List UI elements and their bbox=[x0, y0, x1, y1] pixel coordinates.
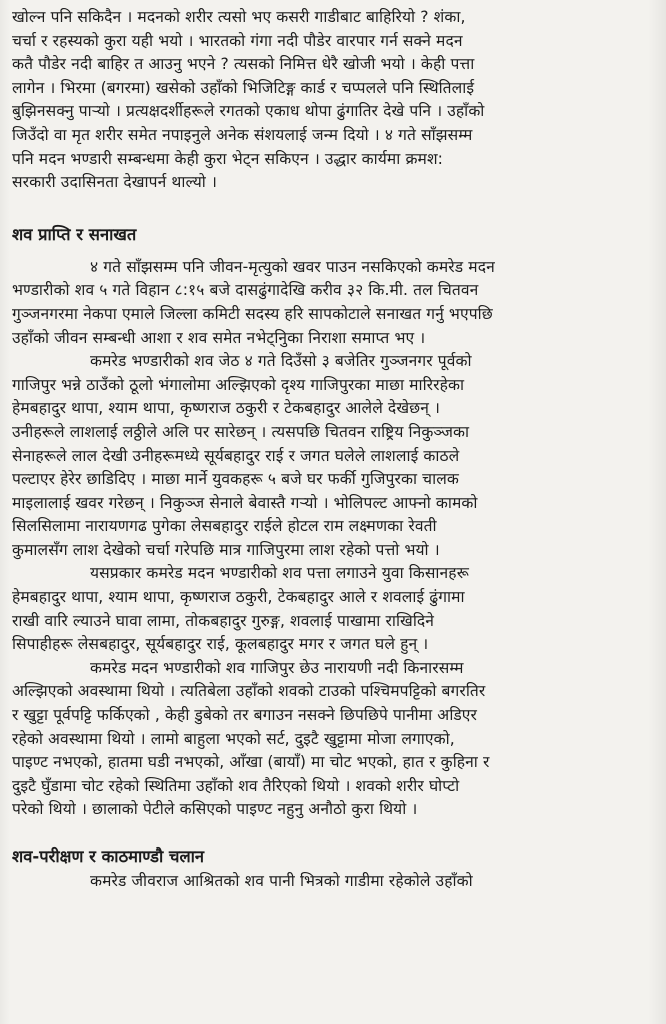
text-line: ४ गते साँझसम्म पनि जीवन-मृत्युको खवर पाउन नसकिएको कमरेड मदन bbox=[90, 257, 495, 276]
text-line: कमरेड मदन भण्डारीको शव गाजिपुर छेउ नारायणी नदी किनारसम्म bbox=[90, 658, 464, 677]
text-line: कतै पौडेर नदी बाहिर त आउनु भएने ? त्यसको निमित्त धेरै खोजी भयो । केही पत्ता bbox=[12, 55, 475, 74]
text-line: पाइण्ट नभएको, हातमा घडी नभएको, आँखा (बायाँ) मा चोट भएको, हात र कुहिना र bbox=[12, 753, 490, 772]
text-line: कमरेड भण्डारीको शव जेठ ४ गते दिउँसो ३ बजेतिर गुञ्जनगर पूर्वको bbox=[90, 352, 472, 371]
text-line: यसप्रकार कमरेड मदन भण्डारीको शव पत्ता लगाउने युवा किसानहरू bbox=[90, 564, 469, 583]
paragraph-continuation bbox=[12, 6, 640, 195]
text-line: उहाँको जीवन सम्बन्धी आशा र शव समेत नभेट्निुका निराशा समाप्त भए । bbox=[12, 328, 426, 347]
text-line: राखी वारि ल्याउने घावा लामा, तोकबहादुर गुरुङ्ग, शवलाई पाखामा राखिदिने bbox=[12, 611, 435, 630]
section-heading-postmortem: शव-परीक्षण र काठमाण्डौ चलान bbox=[12, 847, 205, 866]
paragraph-1 bbox=[12, 256, 640, 350]
text-line: उनीहरूले लाशलाई लठ्ठीले अलि पर सारेछन् । त्यसपछि चितवन राष्ट्रिय निकुञ्जका bbox=[12, 422, 470, 441]
text-line: गुञ्जनगरमा नेकपा एमाले जिल्ला कमिटी सदस्य हरि सापकोटाले सनाखत गर्नु भएपछि bbox=[12, 304, 493, 323]
section-heading-body-recovery: शव प्राप्ति र सनाखत bbox=[12, 224, 137, 244]
text-line: र खुट्टा पूर्वपट्टि फर्किएको , केही डुबेको तर बगाउन नसक्ने छिपछिपे पानीमा अडिएर bbox=[12, 706, 478, 725]
text-line: सिलसिलामा नारायणगढ पुगेका लेसबहादुर राईले होटल राम लक्ष्मणका रेवती bbox=[12, 517, 437, 536]
paragraph-2 bbox=[12, 350, 640, 562]
text-line: अल्झिएको अवस्थामा थियो । त्यतिबेला उहाँको शवको टाउको पश्चिमपट्टिको बगरतिर bbox=[12, 682, 486, 701]
text-line: चर्चा र रहस्यको कुरा यही भयो । भारतको गंगा नदी पौडेर वारपार गर्न सक्ने मदन bbox=[12, 31, 463, 50]
text-line: पल्टाएर हेरेर छाडिदिए । माछा मार्ने युवकहरू ५ बजे घर फर्की गुजिपुरका चालक bbox=[12, 470, 459, 489]
text-line: कमरेड जीवराज आश्रितको शव पानी भित्रको गाडीमा रहेकोले उहाँको bbox=[90, 872, 473, 890]
text-line: लागेन । भिरमा (बगरमा) खसेको उहाँको भिजिटिङ्ग कार्ड र चप्पलले पनि स्थितिलाई bbox=[12, 78, 475, 97]
text-line: भण्डारीको शव ५ गते विहान ८:१५ बजे दासढुंगादेखि करीव ३२ कि.मी. तल चितवन bbox=[12, 281, 479, 300]
text-line: सरकारी उदासिनता देखापर्न थाल्यो । bbox=[12, 173, 218, 192]
text-line: कुमालसँग लाश देखेको चर्चा गरेपछि मात्र गाजिपुरमा लाश रहेको पत्तो भयो । bbox=[12, 540, 440, 559]
text-line: पनि मदन भण्डारी सम्बन्धमा केही कुरा भेट्न सकिएन । उद्धार कार्यमा क्रमश: bbox=[12, 149, 444, 168]
text-line: हेमबहादुर थापा, श्याम थापा, कृष्णराज ठकुरी, टेकबहादुर आले र शवलाई ढुंगामा bbox=[12, 588, 465, 607]
text-line: सेनाहरूले लाल देखी उनीहरूमध्ये सूर्यबहादुर राई र जगत घलेले लाशलाई काठले bbox=[12, 446, 460, 465]
paragraph-4 bbox=[12, 657, 640, 822]
text-line: हेमबहादुर थापा, श्याम थापा, कृष्णराज ठकुरी र टेकबहादुर आलेले देखेछन् । bbox=[12, 399, 441, 418]
text-line: बुझिनसक्नु पार्‍यो । प्रत्यक्षदर्शीहरूले रगतको एकाध थोपा ढुंगातिर देखे पनि । उहाँको bbox=[12, 102, 485, 121]
text-line: रहेको अवस्थामा थियो । लामो बाहुला भएको सर्ट, दुइटै खुट्टामा मोजा लगाएको, bbox=[12, 729, 455, 748]
text-line: गाजिपुर भन्ने ठाउँको ठूलो भंगालोमा अल्झिएको दृश्य गाजिपुरका माछा मारिरहेका bbox=[12, 375, 465, 394]
text-line: माइलालाई खवर गरेछन् । निकुञ्ज सेनाले बेवास्तै गर्‍यो । भोलिपल्ट आफ्नो कामको bbox=[12, 493, 478, 512]
text-line: खोल्न पनि सकिदैन । मदनको शरीर त्यसो भए कसरी गाडीबाट बाहिरियो ? शंका, bbox=[12, 8, 466, 26]
text-line: दुइटै घुँडामा चोट रहेको स्थितिमा उहाँको शव तैरिएको थियो । शवको शरीर घोप्टो bbox=[12, 776, 460, 795]
text-line: जिउँदो वा मृत शरीर समेत नपाइनुले अनेक संशयलाई जन्म दियो । ४ गते साँझसम्म bbox=[12, 125, 473, 144]
paragraph-5 bbox=[12, 870, 640, 894]
paragraph-3 bbox=[12, 562, 640, 656]
text-line: सिपाहीहरू लेसबहादुर, सूर्यबहादुर राई, कूलबहादुर मगर र जगत घले हुन् । bbox=[12, 635, 429, 654]
text-line: परेको थियो । छालाको पेटीले कसिएको पाइण्ट नहुनु अनौठो कुरा थियो । bbox=[12, 800, 418, 819]
